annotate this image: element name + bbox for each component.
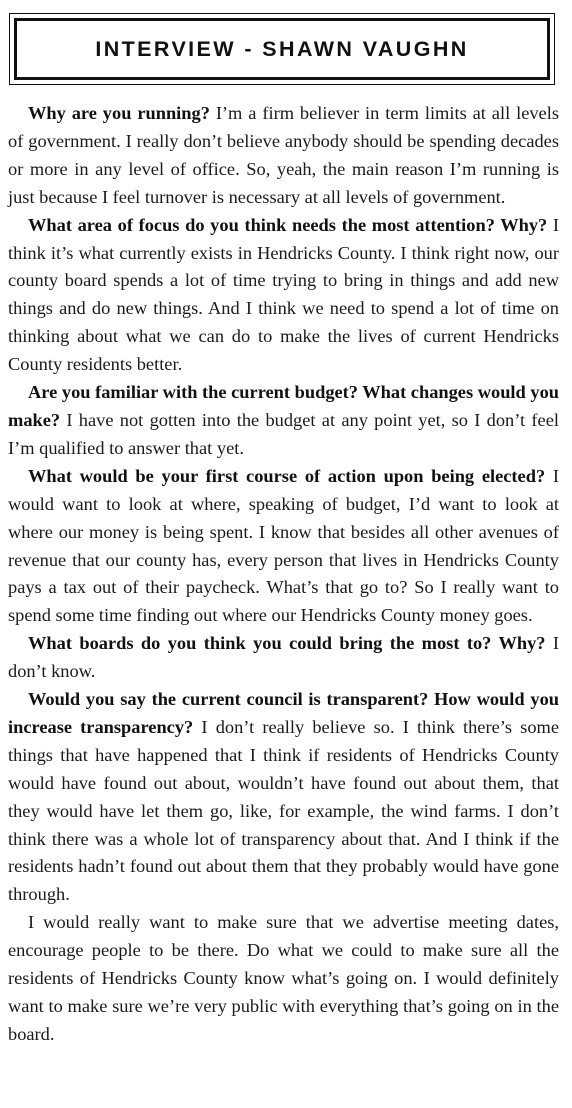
answer-text: I have not gotten into the budget at any point yet, so I don’t feel I’m qualified to answer that yet. (8, 409, 559, 458)
answer-text: I don’t really believe so. I think there’s some things that have happened that I think if residents of Hendricks County would have found out about, wouldn’t have found out about them, that they would have let them go, like, for example, the wind farms. I don’t think there was a whole lot of transparency about that. And I think if the residents hadn’t found out about them that they probably would have gone through. (8, 716, 559, 905)
interview-body (8, 100, 559, 1049)
answer-text: I think it’s what currently exists in Hendricks County. I think right now, our county board spends a lot of time trying to bring in things and add new things and do new things. And I think we need to spend a lot of time on thinking about what we can do to make the lives of current Hendricks County residents better. (8, 214, 559, 375)
qa-paragraph (8, 100, 559, 212)
qa-paragraph (8, 630, 559, 686)
qa-paragraph (8, 212, 559, 379)
question-text: Are you familiar with the current budget? What changes would you make? (8, 382, 559, 430)
header-outer-border (9, 13, 555, 85)
answer-text: I’m a firm believer in term limits at all levels of government. I really don’t believe anybody should be spending decades or more in any level of office. So, yeah, the main reason I’m running is just because I feel turnover is necessary at all levels of government. (8, 103, 559, 207)
qa-paragraph (8, 379, 559, 463)
question-text: What would be your first course of action upon being elected? (28, 465, 546, 486)
question-text: Why are you running? (28, 103, 210, 123)
question-text: What area of focus do you think needs the most attention? Why? (28, 214, 548, 235)
qa-paragraph (8, 686, 559, 909)
answer-text: I would want to look at where, speaking of budget, I’d want to look at where our money is being spent. I know that besides all other avenues of revenue that our county has, every person that lives in Hendricks County pays a tax out of their paycheck. What’s that go to? So I really want to spend some time finding out where our Hendricks County money goes. (8, 465, 559, 626)
answer-text: I would really want to make sure that we advertise meeting dates, encourage people to be there. Do what we could to make sure all the residents of Hendricks County know what’s going on. I would definitely want to make sure we’re very public with everything that’s going on in the board. (8, 912, 559, 1044)
question-text: What boards do you think you could bring the most to? Why? (28, 633, 546, 654)
continuation-paragraph (8, 909, 559, 1049)
answer-text: I don’t know. (8, 633, 559, 682)
article-title: INTERVIEW - SHAWN VAUGHN (95, 36, 469, 61)
header-inner-border (14, 18, 550, 80)
qa-paragraph (8, 463, 559, 630)
question-text: Would you say the current council is transparent? How would you increase transparency? (8, 689, 559, 737)
